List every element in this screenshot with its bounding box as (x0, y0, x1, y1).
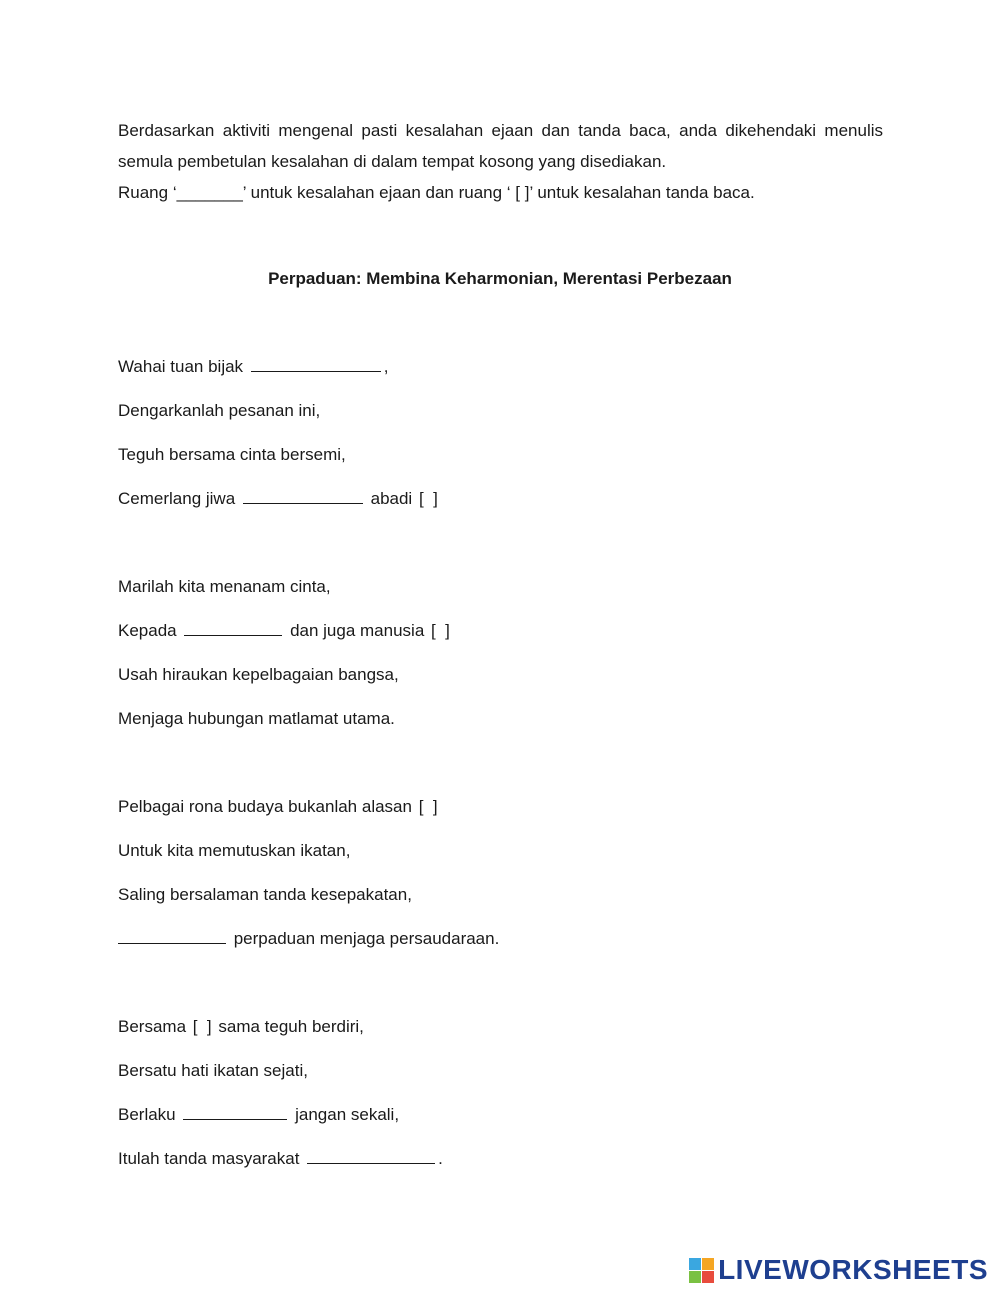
stanza2-line1: Marilah kita menanam cinta, (118, 577, 331, 596)
punctuation-box-3[interactable]: [ ] (418, 797, 438, 816)
instructions-line1: Berdasarkan aktiviti mengenal pasti kesalahan ejaan dan tanda baca, anda dikehendaki menulis semula pembetulan kesalahan di dalam tempat kosong yang disediakan. (118, 121, 883, 171)
stanza3-line3: Saling bersalaman tanda kesepakatan, (118, 885, 412, 904)
poem-title: Perpaduan: Membina Keharmonian, Merentasi Perbezaan (268, 269, 732, 288)
instructions (118, 115, 883, 208)
stanza2-line4: Menjaga hubungan matlamat utama. (118, 709, 395, 728)
spelling-blank-5[interactable] (183, 1105, 287, 1120)
stanza4-line1: Bersama [ ] sama teguh berdiri, (118, 1014, 364, 1040)
stanza2-line3: Usah hiraukan kepelbagaian bangsa, (118, 665, 399, 684)
liveworksheets-logo (689, 1254, 988, 1286)
spelling-blank-6[interactable] (307, 1149, 435, 1164)
stanza1-line2: Dengarkanlah pesanan ini, (118, 401, 321, 420)
stanza4-line3: Berlaku jangan sekali, (118, 1105, 400, 1124)
stanza4-line4: Itulah tanda masyarakat . (118, 1149, 443, 1168)
punctuation-box-4[interactable]: [ ] (192, 1017, 212, 1036)
instructions-line2: Ruang ‘_______’ untuk kesalahan ejaan dan ruang ‘ [ ]’ untuk kesalahan tanda baca. (118, 183, 755, 202)
stanza1-line4: Cemerlang jiwa abadi [ ] (118, 486, 440, 512)
punctuation-box-2[interactable]: [ ] (431, 621, 450, 640)
stanza1-line1: Wahai tuan bijak , (118, 357, 389, 376)
logo-grid-icon (689, 1258, 714, 1283)
spelling-blank-1[interactable] (251, 357, 381, 372)
stanza3-line2: Untuk kita memutuskan ikatan, (118, 841, 351, 860)
punctuation-box-1[interactable]: [ ] (418, 489, 438, 508)
stanza3-line4: perpaduan menjaga persaudaraan. (118, 926, 499, 952)
stanza2-line2: Kepada dan juga manusia [ ] (118, 618, 452, 644)
spelling-blank-4[interactable] (118, 929, 226, 944)
spelling-blank-3[interactable] (184, 621, 282, 636)
stanza3-line1: Pelbagai rona budaya bukanlah alasan [ ] (118, 794, 440, 820)
stanza4-line2: Bersatu hati ikatan sejati, (118, 1061, 308, 1080)
stanza1-line3: Teguh bersama cinta bersemi, (118, 445, 346, 464)
spelling-blank-2[interactable] (243, 489, 363, 504)
logo-text: LIVEWORKSHEETS (718, 1254, 988, 1285)
